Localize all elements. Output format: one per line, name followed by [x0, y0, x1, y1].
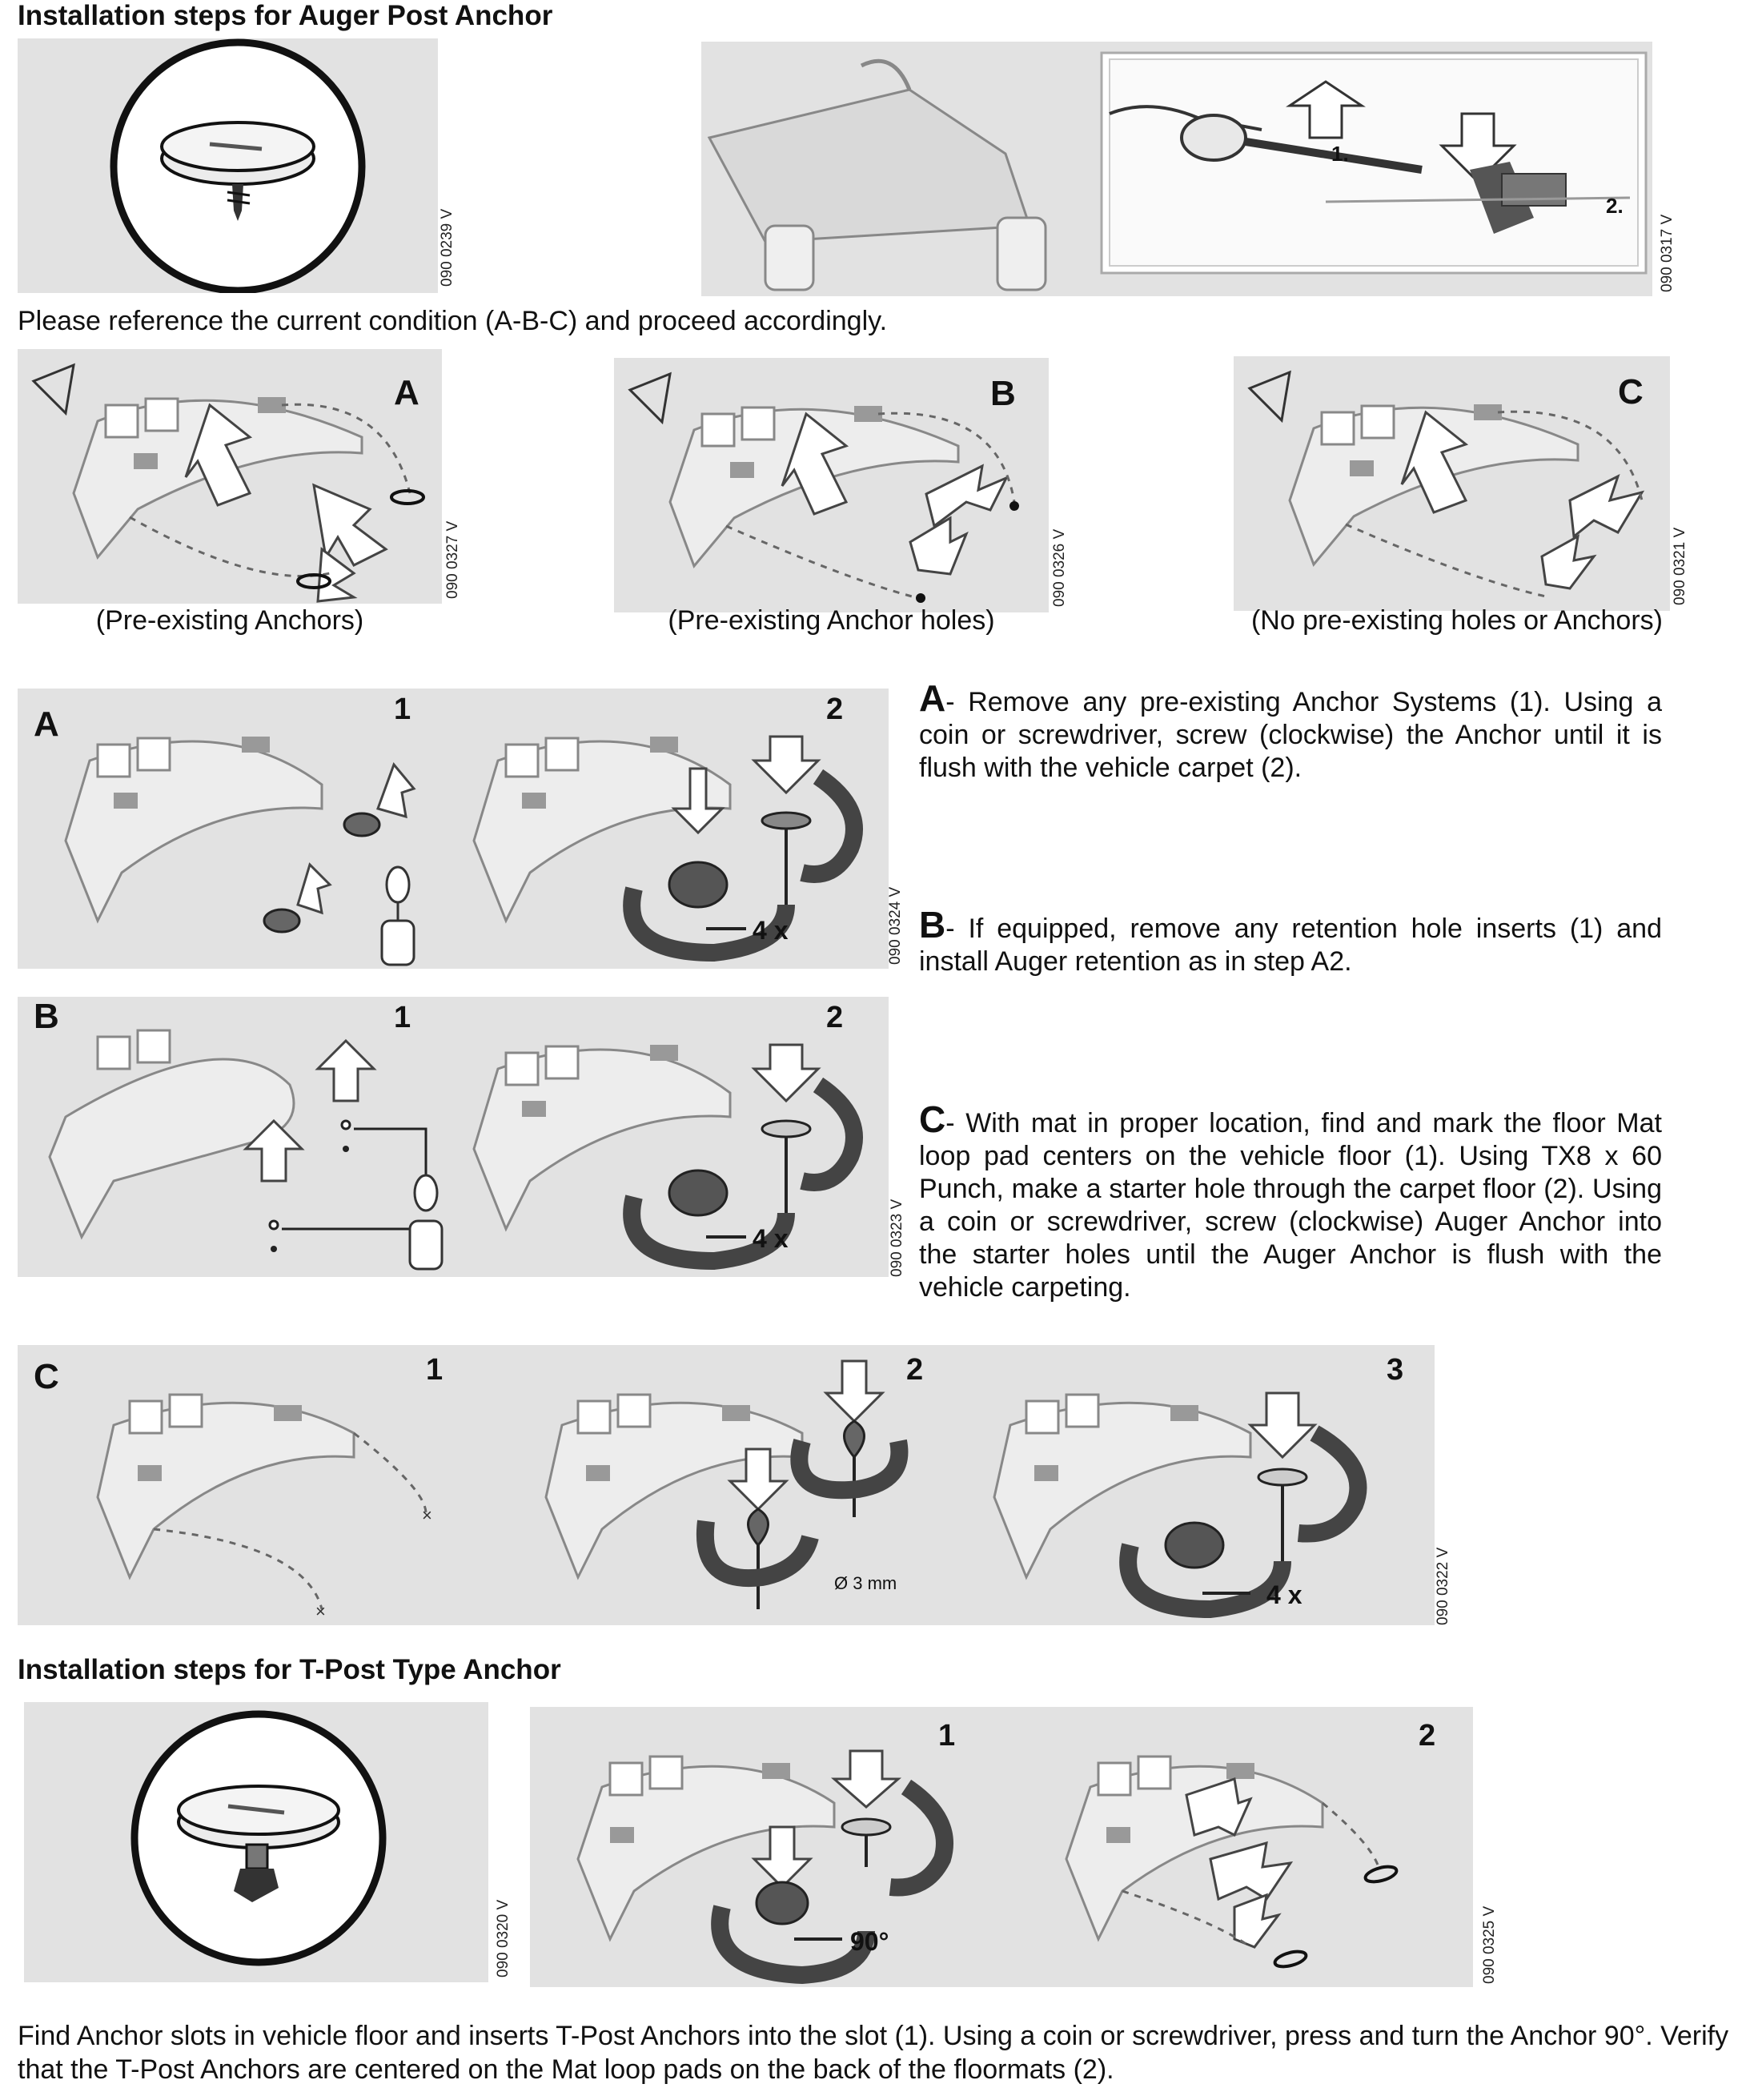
figure-code: 090 0322 V — [1435, 1547, 1451, 1625]
step-number: 1 — [394, 693, 411, 726]
tpost-instruction: Find Anchor slots in vehicle floor and inserts T-Post Anchors into the slot (1). Using a coin or screwdriver, press and turn the Anchor 90°. Verify that the T-Post Anchors are centered on the Mat loop pads on the back of the floormats (2). — [18, 2021, 1729, 2085]
instruction-b — [919, 904, 1662, 978]
svg-text:×: × — [315, 1601, 326, 1621]
auger-anchor-illustration — [18, 38, 438, 293]
step-a-illustration — [18, 689, 889, 969]
figure-code: 090 0323 V — [889, 1199, 905, 1277]
step-number: 1 — [394, 1001, 411, 1034]
condition-b-caption: (Pre-existing Anchor holes) — [668, 605, 995, 636]
condition-a-illustration — [18, 349, 442, 604]
figure-code: 090 0324 V — [887, 886, 904, 965]
tpost-steps-illustration — [530, 1707, 1473, 1987]
section-heading-auger: Installation steps for Auger Post Anchor — [18, 0, 553, 31]
condition-letter: A — [394, 373, 419, 412]
instruction-a-text: - Remove any pre-existing Anchor Systems (1). Using a coin or screwdriver, screw (clockwise) the Anchor until it is flush with the vehicle carpet (2). — [919, 687, 1662, 783]
section-heading-tpost: Installation steps for T-Post Type Anchor — [18, 1654, 561, 1685]
instruction-a-letter: A — [919, 677, 946, 719]
instruction-c-letter: C — [919, 1098, 946, 1140]
step-b-letter: B — [34, 997, 59, 1036]
quantity-label: 4 x — [1266, 1580, 1302, 1609]
step-number: 1 — [426, 1353, 444, 1387]
step-number: 2 — [906, 1353, 924, 1387]
svg-text:×: × — [422, 1505, 432, 1525]
condition-c-caption: (No pre-existing holes or Anchors) — [1250, 605, 1663, 636]
instruction-c — [919, 1098, 1662, 1304]
tpost-anchor-drawing — [24, 1702, 488, 1982]
condition-c-illustration — [1234, 356, 1670, 611]
tpost-anchor-illustration — [24, 1702, 488, 1982]
angle-label: 90° — [850, 1927, 889, 1956]
figure-code: 090 0321 V — [1672, 527, 1688, 605]
step-number: 2 — [826, 1001, 844, 1034]
callout-1: 1. — [1331, 142, 1349, 166]
step-a-letter: A — [34, 705, 59, 744]
remove-anchor-drawing — [701, 42, 1652, 296]
step-c-illustration — [18, 1345, 1435, 1625]
tpost-steps-drawing — [530, 1707, 1473, 1987]
condition-a-drawing — [18, 349, 442, 604]
condition-letter: B — [990, 374, 1016, 413]
instruction-c-text: - With mat in proper location, find and mark the floor Mat loop pad centers on the vehicle floor (1). Using TX8 x 60 Punch, make a starter hole through the carpet floor (2). Using a coin or screwdriver, screw (clockwise) Auger Anchor into the starter holes until the Auger Anchor is flush with the vehicle carpeting. — [919, 1108, 1662, 1303]
condition-letter: C — [1618, 372, 1644, 412]
instruction-b-text: - If equipped, remove any retention hole inserts (1) and install Auger retention as in step A2. — [919, 913, 1662, 977]
quantity-label: 4 x — [753, 916, 789, 945]
quantity-label: 4 x — [753, 1224, 789, 1253]
step-number: 2 — [826, 693, 844, 726]
step-number: 2 — [1419, 1719, 1436, 1753]
step-number: 1 — [938, 1719, 956, 1753]
figure-code: 090 0320 V — [495, 1899, 512, 1978]
condition-b-drawing — [614, 358, 1049, 612]
figure-code: 090 0325 V — [1481, 1905, 1498, 1984]
step-c-drawing — [18, 1345, 1435, 1625]
reference-instruction: Please reference the current condition (A-B-C) and proceed accordingly. — [18, 306, 888, 336]
instruction-b-letter: B — [919, 904, 946, 946]
remove-anchor-illustration — [701, 42, 1652, 296]
figure-code: 090 0317 V — [1659, 214, 1676, 292]
condition-c-drawing — [1234, 356, 1670, 611]
callout-2: 2. — [1606, 194, 1624, 218]
step-c-letter: C — [34, 1357, 59, 1396]
condition-a-caption: (Pre-existing Anchors) — [95, 605, 364, 636]
instruction-a — [919, 677, 1662, 785]
auger-anchor-drawing — [18, 38, 438, 293]
figure-code: 090 0327 V — [444, 520, 461, 599]
step-b-illustration — [18, 997, 889, 1277]
figure-code: 090 0326 V — [1051, 528, 1068, 607]
figure-code: 090 0239 V — [439, 208, 456, 287]
step-number: 3 — [1387, 1353, 1404, 1387]
condition-b-illustration — [614, 358, 1049, 612]
diameter-label: Ø 3 mm — [834, 1573, 897, 1593]
